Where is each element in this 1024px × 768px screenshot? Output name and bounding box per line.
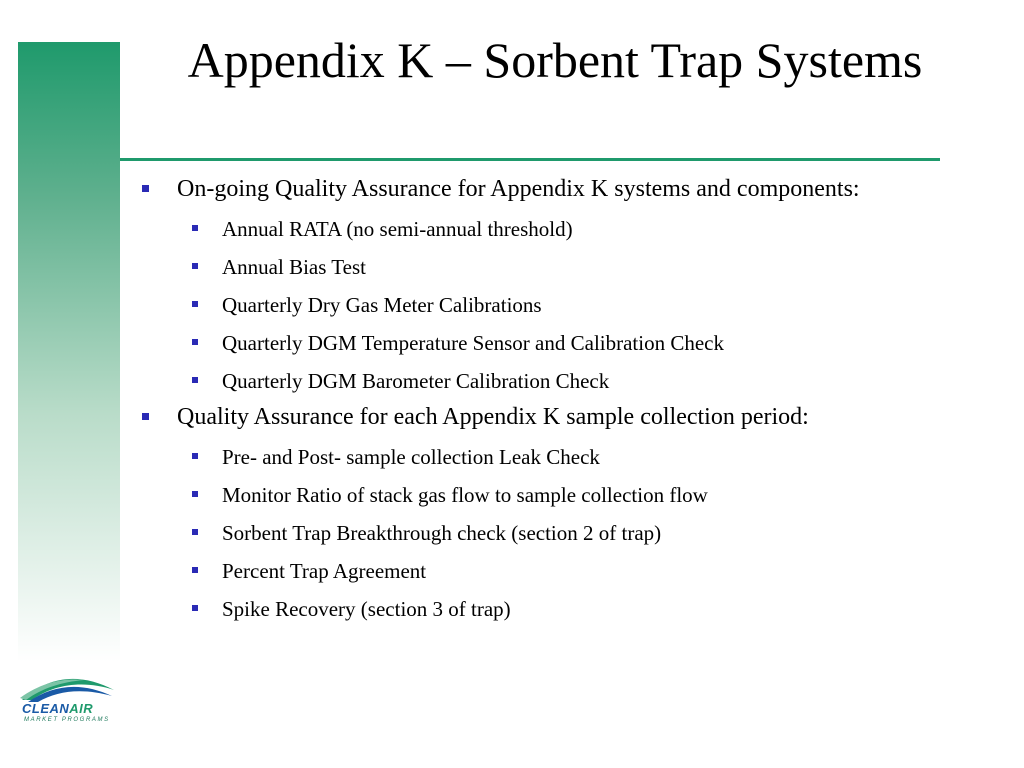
square-bullet-icon	[192, 453, 198, 459]
square-bullet-icon	[142, 413, 149, 420]
square-bullet-icon	[192, 263, 198, 269]
bullet-text: Monitor Ratio of stack gas flow to sample collection flow	[222, 483, 708, 507]
square-bullet-icon	[192, 567, 198, 573]
bullet-text: On-going Quality Assurance for Appendix K systems and components:	[177, 176, 860, 202]
bullet-level1	[140, 174, 1010, 205]
square-bullet-icon	[192, 339, 198, 345]
title-underline	[120, 158, 940, 161]
square-bullet-icon	[192, 491, 198, 497]
bullet-text: Quality Assurance for each Appendix K sample collection period:	[177, 404, 809, 430]
bullet-level1	[140, 402, 1010, 433]
bullet-level2	[140, 292, 1010, 319]
logo-wordmark	[22, 701, 93, 716]
bullet-level2	[140, 216, 1010, 243]
square-bullet-icon	[192, 529, 198, 535]
square-bullet-icon	[192, 225, 198, 231]
bullet-text: Annual Bias Test	[222, 255, 366, 279]
bullet-level2	[140, 558, 1010, 585]
bullet-text: Spike Recovery (section 3 of trap)	[222, 597, 511, 621]
bullet-text: Quarterly DGM Barometer Calibration Check	[222, 369, 610, 393]
square-bullet-icon	[192, 377, 198, 383]
square-bullet-icon	[192, 301, 198, 307]
bullet-level2	[140, 520, 1010, 547]
square-bullet-icon	[142, 185, 149, 192]
bullet-text: Pre- and Post- sample collection Leak Check	[222, 445, 600, 469]
bullet-text: Quarterly DGM Temperature Sensor and Calibration Check	[222, 331, 725, 355]
slide-title: Appendix K – Sorbent Trap Systems	[187, 32, 923, 88]
bullet-level2	[140, 482, 1010, 509]
clean-air-logo	[18, 672, 118, 732]
square-bullet-icon	[192, 605, 198, 611]
bullet-level2	[140, 596, 1010, 623]
slide-content	[140, 170, 1010, 623]
bullet-text: Sorbent Trap Breakthrough check (section 2 of trap)	[222, 521, 662, 545]
bullet-level2	[140, 330, 1010, 357]
bullet-level2	[140, 254, 1010, 281]
logo-subtitle: MARKET PROGRAMS	[24, 717, 110, 723]
bullet-text: Quarterly Dry Gas Meter Calibrations	[222, 293, 542, 317]
logo-word-air: AIR	[69, 701, 94, 716]
logo-word-clean: CLEAN	[22, 701, 70, 716]
bullet-text: Percent Trap Agreement	[222, 559, 427, 583]
side-gradient-bar	[18, 42, 120, 662]
wave-swoosh-icon	[18, 672, 118, 704]
bullet-level2	[140, 444, 1010, 471]
bullet-level2	[140, 368, 1010, 395]
bullet-text: Annual RATA (no semi-annual threshold)	[222, 217, 573, 241]
